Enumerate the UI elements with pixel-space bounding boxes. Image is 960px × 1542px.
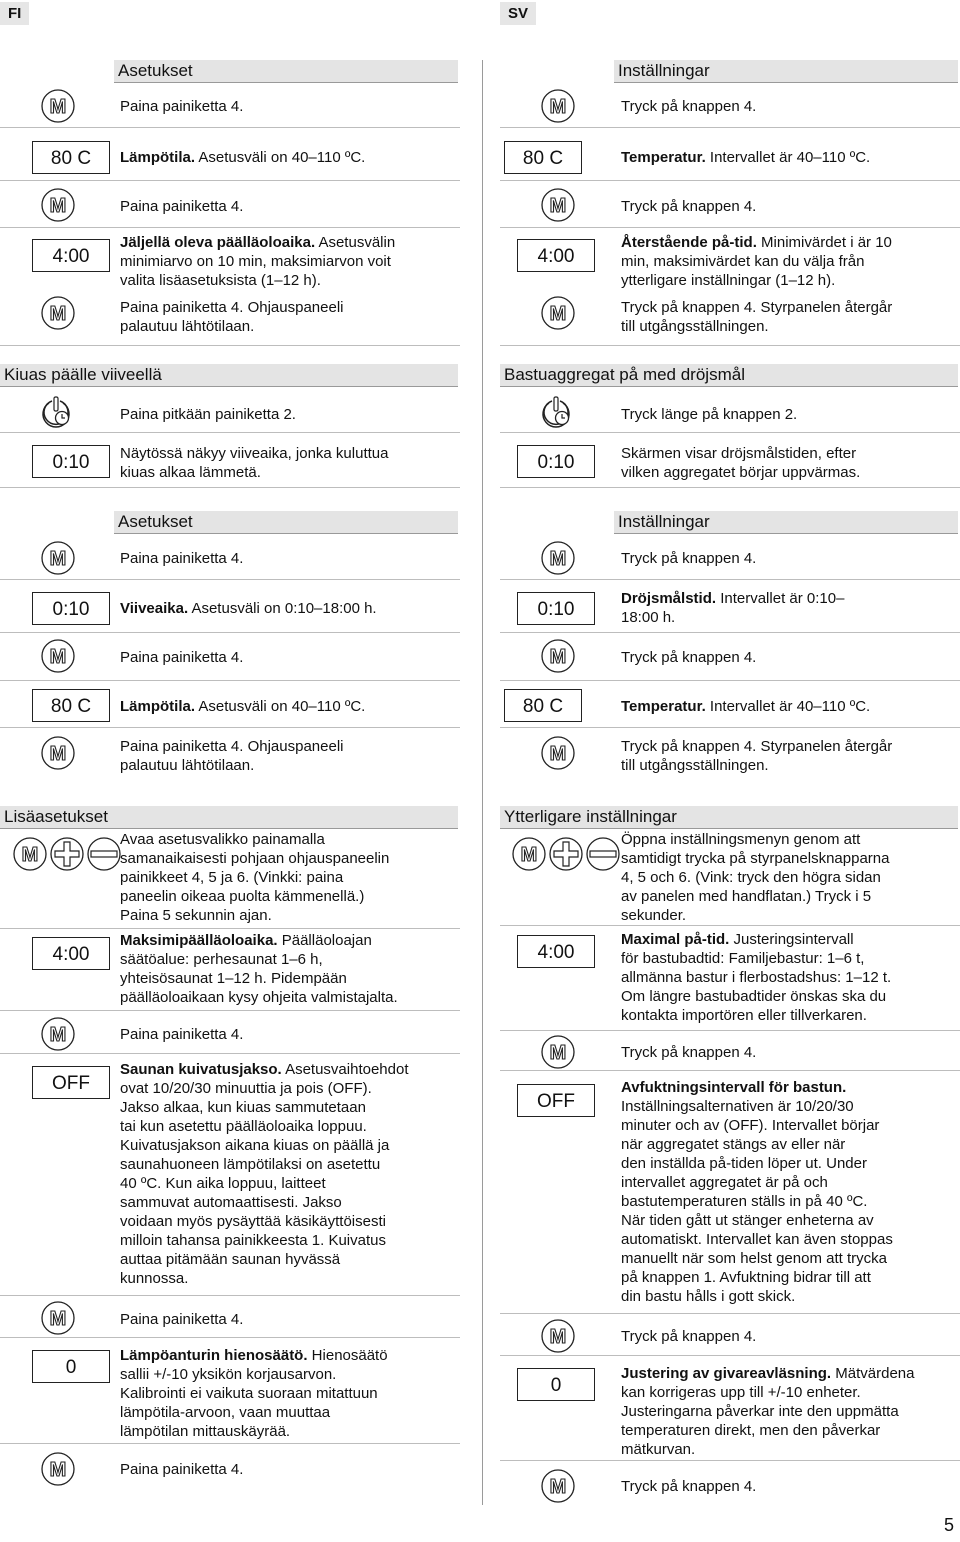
separator (500, 1030, 960, 1031)
separator (500, 632, 960, 633)
fi-max-text: Maksimipäälläoloaika. Päälläoloajan säätöalue: perhesaunat 1–6 h, yhteisösaunat 1–12 h. Pidempään päälläoloaikaan kysy ohjeita valmistajalta. (120, 932, 398, 1006)
m-plus-minus-icon (511, 836, 621, 872)
fi-sensor-text: Lämpöanturin hienosäätö. Hienosäätö sallii +/-10 yksikön korjausarvon. Kalibrointi ei vaikuta suoraan mitattuun lämpötila-arvoon, vaan muuttaa lämpötilan mittauskäyrää. (120, 1347, 388, 1440)
fi-return-text: Paina painiketta 4. Ohjauspaneeli palautuu lähtötilaan. (120, 299, 344, 335)
m-button-icon (540, 187, 576, 223)
sv-return-text: Tryck på knappen 4. Styrpanelen återgår till utgångsställningen. (621, 738, 893, 774)
language-tag-sv: SV (500, 2, 536, 25)
sv-settings-heading-2: Inställningar (614, 511, 958, 534)
separator (500, 1460, 960, 1461)
fi-dry-text: Saunan kuivatusjakso. Asetusvaihtoehdot ovat 10/20/30 minuuttia ja pois (OFF). Jakso alkaa, kun kiuas sammutetaan tai kun asetettu päälläoloaika loppuu. Kuivatusjakson aikana kiuas on päällä ja saunahuoneen lämpötilaksi on asetettu 40 ºC. Kun aika loppuu, laitteet sammuvat automaattisesti. Jakso voidaan myös pysäyttää käsikäyttöisesti milloin tahansa painikkeesta 1. Kuivatus auttaa pitämään saunan hyvässä kunnossa. (120, 1061, 409, 1287)
m-button-icon (40, 295, 76, 331)
fi-temperature-text: Lämpötila. Asetusväli on 40–110 ºC. (120, 698, 366, 715)
m-button-icon (40, 638, 76, 674)
separator (0, 1337, 460, 1338)
m-button-icon (540, 1468, 576, 1504)
display-delay: 0:10 (517, 592, 595, 625)
separator (500, 925, 960, 926)
sv-press-4: Tryck på knappen 4. (621, 198, 757, 215)
fi-return-text: Paina painiketta 4. Ohjauspaneeli palautuu lähtötilaan. (120, 738, 344, 774)
separator (500, 727, 960, 728)
display-delay: 0:10 (517, 445, 595, 478)
m-button-icon (540, 1034, 576, 1070)
display-temperature: 80 C (32, 689, 110, 722)
sv-dry-text: Avfuktningsintervall för bastun. Inställningsalternativen är 10/20/30 minuter och av (OFF). Intervallet börjar när aggregatet stängs av eller när den inställda på-tiden löper ut. Under intervallet aggregatet är på och bastutemperaturen ställs in på 40 ºC. När tiden gått ut stänger enheterna av automatiskt. Intervallet kan även stoppas manuellt när som helst genom att trycka på knappen 1. Avfuktning bidrar till att din bastu hålls i gott skick. (621, 1079, 893, 1305)
display-delay: 0:10 (32, 592, 110, 625)
fi-press-4: Paina painiketta 4. (120, 1026, 244, 1043)
m-button-icon (540, 540, 576, 576)
sv-delay-heading: Bastuaggregat på med dröjsmål (500, 364, 958, 387)
separator (500, 680, 960, 681)
fi-more-settings-heading: Lisäasetukset (0, 806, 458, 829)
display-time: 4:00 (32, 937, 110, 970)
m-button-icon (40, 1451, 76, 1487)
separator (500, 127, 960, 128)
display-time: 4:00 (517, 239, 595, 272)
m-button-icon (40, 88, 76, 124)
sv-press-4: Tryck på knappen 4. (621, 1478, 757, 1495)
sv-more-settings-heading: Ytterligare inställningar (500, 806, 958, 829)
separator (500, 1070, 960, 1071)
sv-more-text: Öppna inställningsmenyn genom att samtidigt trycka på styrpanelsknapparna 4, 5 och 6. (Vink: tryck den högra sidan av panelen med handflatan.) Tryck i 5 sekunder. (621, 831, 890, 924)
separator (0, 487, 460, 488)
separator (0, 432, 460, 433)
separator (500, 345, 960, 346)
sv-press-4: Tryck på knappen 4. (621, 1328, 757, 1345)
sv-press-4: Tryck på knappen 4. (621, 649, 757, 666)
display-time: 4:00 (32, 239, 110, 272)
m-button-icon (540, 88, 576, 124)
fi-delay-heading: Kiuas päälle viiveellä (0, 364, 458, 387)
m-plus-minus-icon (12, 836, 122, 872)
separator (500, 487, 960, 488)
fi-long-press: Paina pitkään painiketta 2. (120, 406, 296, 423)
m-button-icon (540, 638, 576, 674)
display-off: OFF (32, 1066, 110, 1099)
separator (0, 180, 460, 181)
m-button-icon (40, 1300, 76, 1336)
fi-press-4: Paina painiketta 4. (120, 649, 244, 666)
separator (500, 1313, 960, 1314)
fi-settings-heading-2: Asetukset (114, 511, 458, 534)
sv-return-text: Tryck på knappen 4. Styrpanelen återgår till utgångsställningen. (621, 299, 893, 335)
fi-press-4: Paina painiketta 4. (120, 1311, 244, 1328)
fi-press-4: Paina painiketta 4. (120, 1461, 244, 1478)
fi-temperature-text: Lämpötila. Asetusväli on 40–110 ºC. (120, 149, 366, 166)
separator (0, 345, 460, 346)
page-number: 5 (944, 1515, 955, 1535)
fi-remaining-text: Jäljellä oleva päälläoloaika. Asetusvälin minimiarvo on 10 min, maksimiarvon voit valita lisäasetuksista (1–12 h). (120, 234, 396, 289)
m-button-icon (540, 295, 576, 331)
sv-sensor-text: Justering av givareavläsning. Mätvärdena kan korrigeras upp till +/-10 enheter. Justeringarna påverkar inte den uppmätta temperaturen direkt, men den påverkar mätkurvan. (621, 1365, 915, 1458)
power-delay-icon (538, 394, 574, 430)
display-temperature: 80 C (504, 141, 582, 174)
display-temperature: 80 C (32, 141, 110, 174)
m-button-icon (40, 735, 76, 771)
separator (0, 1295, 460, 1296)
separator (0, 680, 460, 681)
separator (500, 432, 960, 433)
sv-remaining-text: Återstående på-tid. Minimivärdet i är 10 min, maksimivärdet kan du välja från ytterligare inställningar (1–12 h). (621, 234, 892, 289)
sv-press-4: Tryck på knappen 4. (621, 550, 757, 567)
separator (0, 928, 460, 929)
separator (0, 227, 460, 228)
fi-press-4: Paina painiketta 4. (120, 198, 244, 215)
fi-delay-text: Näytössä näkyy viiveaika, jonka kuluttua kiuas alkaa lämmetä. (120, 445, 389, 481)
m-button-icon (40, 540, 76, 576)
m-button-icon (40, 1016, 76, 1052)
separator (0, 1443, 460, 1444)
sv-press-4: Tryck på knappen 4. (621, 98, 757, 115)
m-button-icon (540, 1318, 576, 1354)
sv-delay-text: Skärmen visar dröjsmålstiden, efter vilken aggregatet börjar uppvärmas. (621, 445, 861, 481)
separator (0, 632, 460, 633)
display-time: 4:00 (517, 935, 595, 968)
display-off: OFF (517, 1084, 595, 1117)
fi-settings-heading: Asetukset (114, 60, 458, 83)
sv-press-4: Tryck på knappen 4. (621, 1044, 757, 1061)
m-button-icon (40, 187, 76, 223)
separator (0, 579, 460, 580)
column-divider (482, 60, 483, 1505)
separator (500, 579, 960, 580)
sv-delaytime-text: Dröjsmålstid. Intervallet är 0:10– 18:00 h. (621, 590, 845, 626)
separator (0, 727, 460, 728)
separator (500, 180, 960, 181)
sv-temperature-text: Temperatur. Intervallet är 40–110 ºC. (621, 149, 871, 166)
sv-max-text: Maximal på-tid. Justeringsintervall för bastubadtid: Familjebastur: 1–6 t, allmänna bastur i flerbostadshus: 1–12 t. Om längre bastubadtider önskas ska du kontakta importören eller tillverkaren. (621, 931, 892, 1024)
fi-delaytime-text: Viiveaika. Asetusväli on 0:10–18:00 h. (120, 600, 377, 617)
fi-more-text: Avaa asetusvalikko painamalla samanaikaisesti pohjaan ohjauspaneelin painikkeet 4, 5 ja 6. (Vinkki: paina paneelin oikeaa puolta kämmenellä.) Paina 5 sekunnin ajan. (120, 831, 390, 924)
language-tag-fi: FI (0, 2, 29, 25)
separator (0, 1010, 460, 1011)
sv-temperature-text: Temperatur. Intervallet är 40–110 ºC. (621, 698, 871, 715)
fi-press-4: Paina painiketta 4. (120, 550, 244, 567)
sv-long-press: Tryck länge på knappen 2. (621, 406, 798, 423)
display-zero: 0 (517, 1368, 595, 1401)
separator (0, 1053, 460, 1054)
display-zero: 0 (32, 1350, 110, 1383)
display-delay: 0:10 (32, 445, 110, 478)
power-delay-icon (38, 394, 74, 430)
m-button-icon (540, 735, 576, 771)
sv-settings-heading: Inställningar (614, 60, 958, 83)
separator (500, 1355, 960, 1356)
display-temperature: 80 C (504, 689, 582, 722)
fi-press-4: Paina painiketta 4. (120, 98, 244, 115)
separator (500, 227, 960, 228)
separator (0, 127, 460, 128)
